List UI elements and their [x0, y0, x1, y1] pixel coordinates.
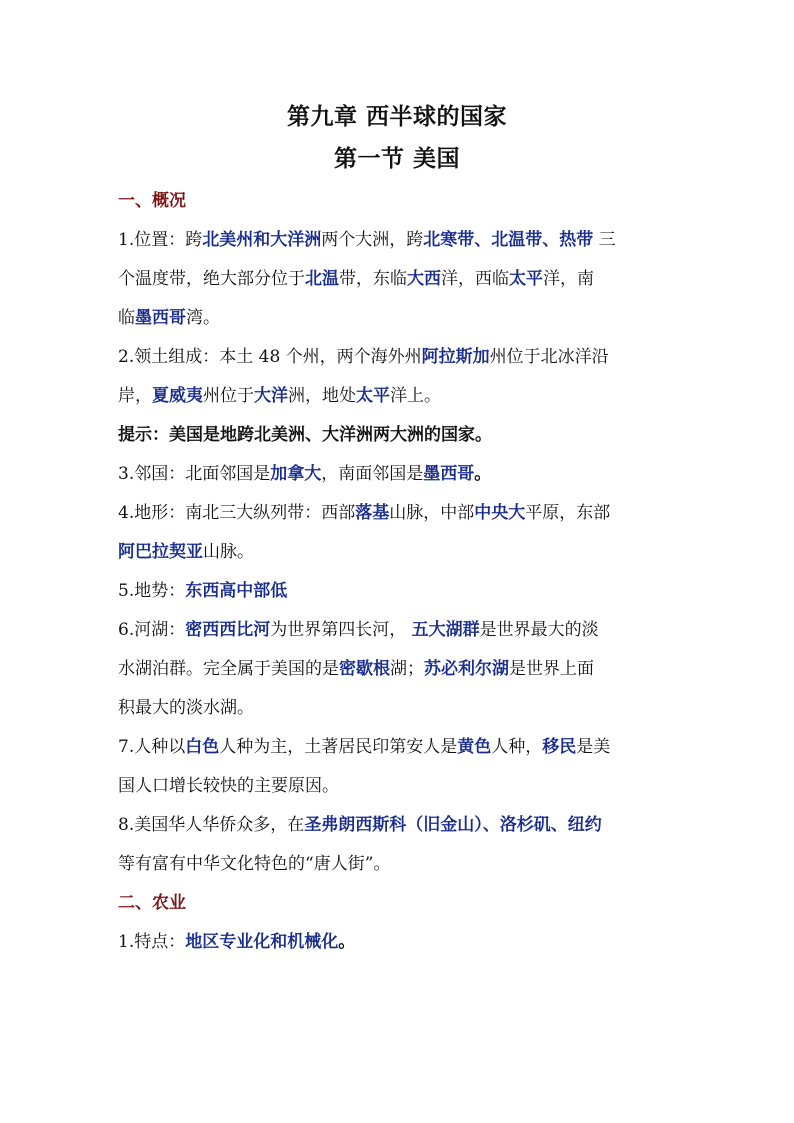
highlighted-term: 密西西比河 — [185, 620, 271, 640]
highlighted-term: 墨西哥 — [423, 464, 475, 484]
text-run: 洋上。 — [390, 386, 441, 406]
text-line — [118, 849, 678, 879]
text-run: 1.特点： — [118, 932, 186, 952]
highlighted-term: 圣弗朗西斯科（旧金山）、洛杉矶、纽约 — [304, 815, 602, 835]
section-title: 第一节 美国 — [333, 145, 460, 172]
highlighted-term: 太平 — [356, 386, 390, 406]
highlighted-term: 北美州和大洋洲 — [202, 230, 322, 250]
text-run: 洲，地处 — [288, 386, 356, 406]
text-run: 是世界最大的淡 — [479, 620, 599, 640]
highlighted-term: 阿巴拉契亚 — [118, 542, 203, 562]
highlighted-term: 墨西哥 — [135, 308, 186, 328]
bold-text: 。 — [338, 932, 356, 952]
text-line — [118, 186, 678, 216]
document-body — [118, 186, 678, 957]
text-line — [118, 537, 678, 567]
text-line — [118, 771, 678, 801]
text-run: 湖； — [390, 659, 424, 679]
highlighted-term: 白色 — [185, 737, 220, 757]
highlighted-term: 东西高中部低 — [185, 581, 288, 601]
text-run: 是世界上面 — [509, 659, 594, 679]
text-run: 州位于北冰洋沿 — [489, 347, 609, 367]
highlighted-term: 五大湖群 — [411, 620, 480, 640]
text-run: 临 — [118, 308, 135, 328]
text-run: 山脉，中部 — [389, 503, 475, 523]
bold-text: 。 — [474, 464, 492, 484]
text-run: 7.人种以 — [118, 737, 186, 757]
text-run: 洋，西临 — [441, 269, 509, 289]
text-run: 3.邻国：北面邻国是 — [118, 464, 271, 484]
highlighted-term: 阿拉斯加 — [421, 347, 490, 367]
highlighted-term: 北寒带、北温带、热带 — [423, 230, 594, 250]
text-run: 人种， — [491, 737, 543, 757]
text-line — [118, 498, 678, 528]
text-line — [118, 303, 678, 333]
text-line — [118, 576, 678, 606]
text-run: 5.地势： — [118, 581, 186, 601]
text-line — [118, 381, 678, 411]
text-run: 积最大的淡水湖。 — [118, 698, 254, 718]
section-heading: 一、概况 — [118, 191, 186, 211]
highlighted-term: 夏威夷 — [152, 386, 203, 406]
highlighted-term: 黄色 — [457, 737, 492, 757]
text-run: ，南面邻国是 — [321, 464, 424, 484]
text-line — [118, 732, 678, 762]
text-line — [118, 888, 678, 918]
text-run: 州位于 — [203, 386, 254, 406]
text-run: 为世界第四长河， — [270, 620, 412, 640]
text-run: 是美 — [576, 737, 611, 757]
text-run: 4.地形：南北三大纵列带：西部 — [118, 503, 356, 523]
highlighted-term: 北温 — [305, 269, 339, 289]
highlighted-term: 密歇根 — [339, 659, 390, 679]
text-run: 6.河湖： — [118, 620, 186, 640]
section-heading: 二、农业 — [118, 893, 186, 913]
text-line — [118, 264, 678, 294]
text-run: 8.美国华人华侨众多，在 — [118, 815, 305, 835]
text-line — [118, 810, 678, 840]
text-line — [118, 225, 678, 255]
highlighted-term: 落基 — [355, 503, 390, 523]
text-run: 1.位置：跨 — [118, 230, 203, 250]
highlighted-term: 中央大 — [474, 503, 526, 523]
text-line — [118, 927, 678, 957]
text-run: 湾。 — [186, 308, 220, 328]
text-line — [118, 615, 678, 645]
text-run: 个温度带，绝大部分位于 — [118, 269, 305, 289]
text-line — [118, 654, 678, 684]
text-run: 2.领土组成：本土 48 个州，两个海外州 — [118, 347, 422, 367]
text-run: 人种为主，土著居民印第安人是 — [219, 737, 458, 757]
text-run: 山脉。 — [203, 542, 254, 562]
text-run: 等有富有中华文化特色的“唐人街”。 — [118, 854, 391, 874]
chapter-title: 第九章 西半球的国家 — [286, 103, 507, 130]
highlighted-term: 苏必利尔湖 — [424, 659, 509, 679]
text-line — [118, 693, 678, 723]
text-run: 两个大洲，跨 — [321, 230, 424, 250]
text-run: 洋，南 — [543, 269, 594, 289]
text-run: 带，东临 — [339, 269, 407, 289]
text-run: 平原，东部 — [525, 503, 611, 523]
text-run: 三 — [593, 230, 616, 250]
highlighted-term: 大西 — [407, 269, 441, 289]
text-run: 国人口增长较快的主要原因。 — [118, 776, 339, 796]
highlighted-term: 移民 — [542, 737, 577, 757]
bold-text: 提示：美国是地跨北美洲、大洋洲两大洲的国家。 — [118, 425, 492, 445]
text-line — [118, 459, 678, 489]
text-line — [118, 420, 678, 450]
text-run: 水湖泊群。完全属于美国的是 — [118, 659, 339, 679]
text-run: 岸， — [118, 386, 152, 406]
highlighted-term: 大洋 — [254, 386, 288, 406]
highlighted-term: 太平 — [509, 269, 543, 289]
highlighted-term: 地区专业化和机械化 — [185, 932, 339, 952]
highlighted-term: 加拿大 — [270, 464, 322, 484]
text-line — [118, 342, 678, 372]
